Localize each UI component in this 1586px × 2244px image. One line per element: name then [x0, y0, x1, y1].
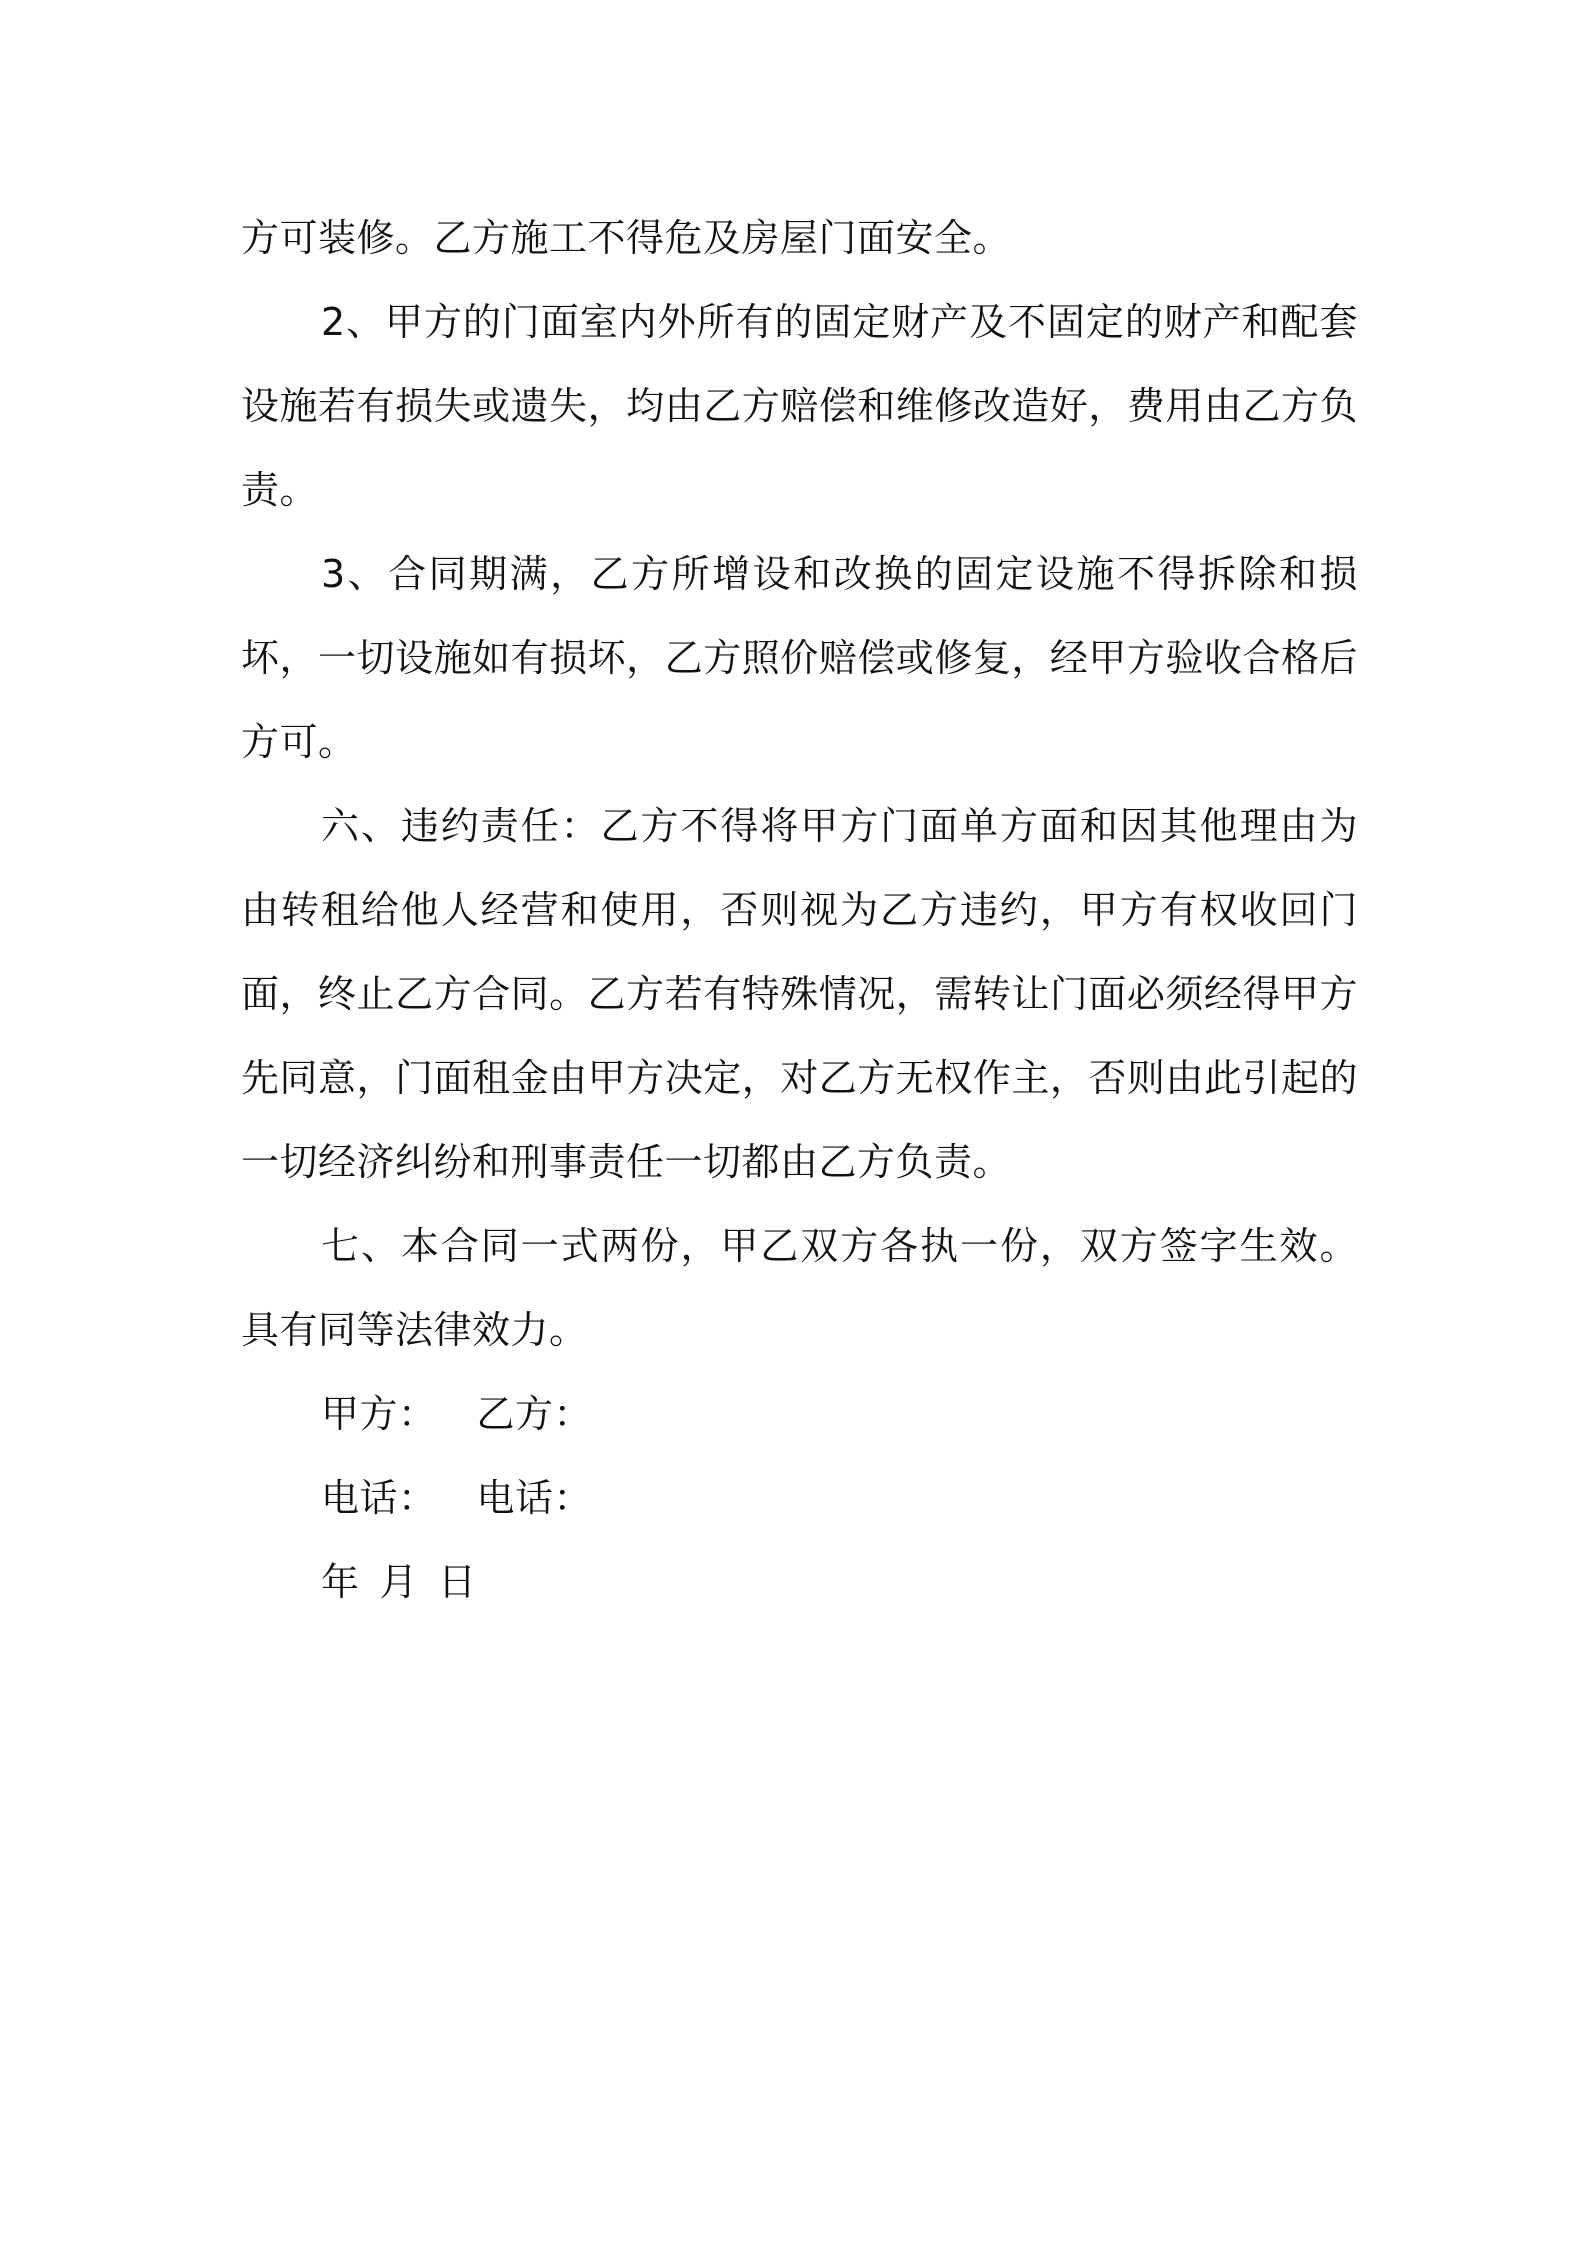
signature-date-line — [241, 1540, 1358, 1624]
phone-a-label: 电话： — [321, 1476, 437, 1520]
paragraph-renovation-safety: 方可装修。乙方施工不得危及房屋门面安全。 — [241, 216, 1012, 260]
month-label: 月 — [379, 1560, 419, 1604]
party-a-label: 甲方： — [321, 1392, 437, 1436]
signature-phone-line — [241, 1456, 1358, 1540]
paragraph-clause-7-copies: 七、本合同一式两份，甲乙双方各执一份，双方签字生效。具有同等法律效力。 — [241, 1224, 1358, 1352]
signature-parties-line — [241, 1372, 1358, 1456]
paragraph-clause-3-contract-expiry: 3、合同期满，乙方所增设和改换的固定设施不得拆除和损坏，一切设施如有损坏，乙方照价赔偿或修复，经甲方验收合格后方可。 — [241, 552, 1358, 764]
paragraph-clause-2-property-loss: 2、甲方的门面室内外所有的固定财产及不固定的财产和配套设施若有损失或遗失，均由乙方赔偿和维修改造好，费用由乙方负责。 — [241, 300, 1358, 512]
party-b-label: 乙方： — [476, 1392, 593, 1436]
day-label: 日 — [438, 1560, 477, 1604]
phone-b-label: 电话： — [476, 1476, 593, 1520]
paragraph-clause-6-breach: 六、违约责任：乙方不得将甲方门面单方面和因其他理由为由转租给他人经营和使用，否则视为乙方违约，甲方有权收回门面，终止乙方合同。乙方若有特殊情况，需转让门面必须经得甲方先同意，门面租金由甲方决定，对乙方无权作主，否则由此引起的一切经济纠纷和刑事责任一切都由乙方负责。 — [241, 804, 1358, 1184]
document-body — [241, 196, 1358, 1624]
year-label: 年 — [321, 1560, 360, 1604]
